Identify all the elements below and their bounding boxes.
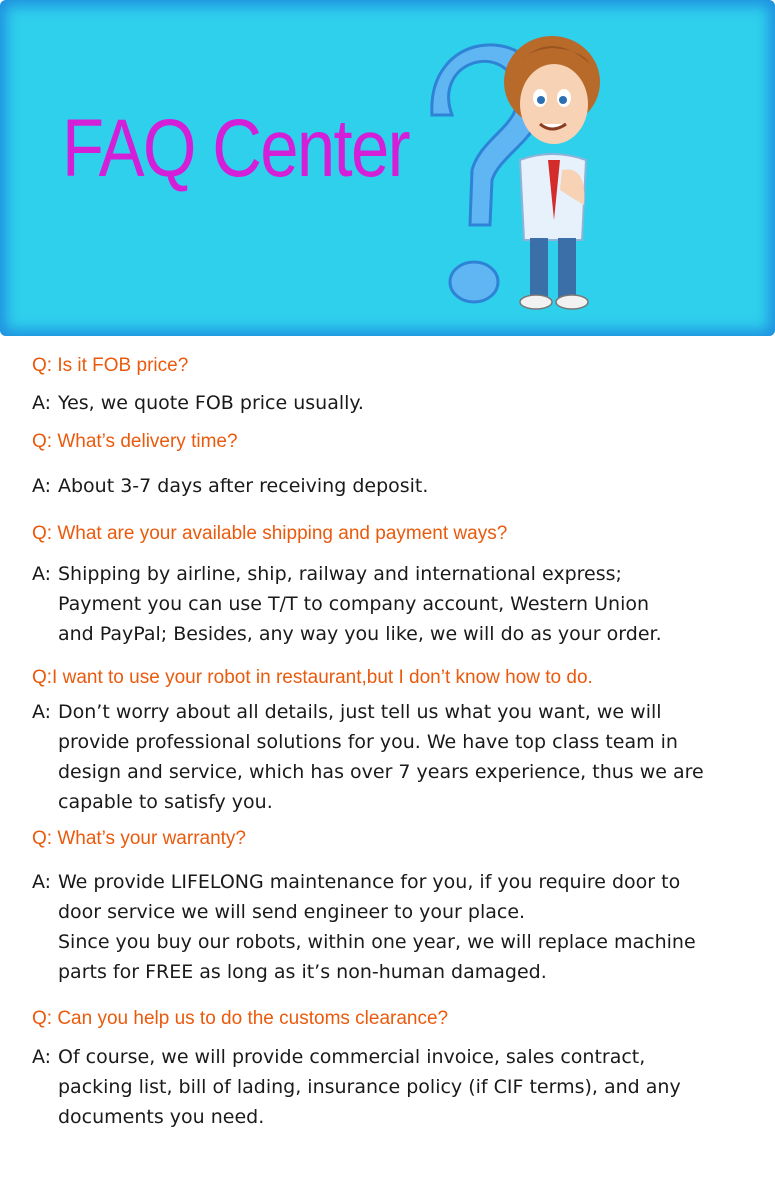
answer-prefix: A: [32,563,52,585]
answer-line: packing list, bill of lading, insurance policy (if CIF terms), and any [58,1076,681,1098]
faq-question: Q: Can you help us to do the customs clearance? [32,1008,449,1029]
answer-line: About 3-7 days after receiving deposit. [58,475,429,497]
thinking-boy-question-mark-illustration [412,20,612,320]
answer-prefix: A: [32,871,52,893]
answer-line: We provide LIFELONG maintenance for you, if you require door to [58,871,681,893]
banner-title: FAQ Center [62,103,409,194]
answer-prefix: A: [32,1046,52,1068]
answer-line: parts for FREE as long as it’s non-human damaged. [58,961,547,983]
faq-question: Q: Is it FOB price? [32,355,189,376]
faq-question: Q: What’s your warranty? [32,828,247,849]
answer-line: and PayPal; Besides, any way you like, we will do as your order. [58,623,662,645]
faq-question: Q:I want to use your robot in restaurant,but I don’t know how to do. [32,667,593,688]
answer-line: door service we will send engineer to your place. [58,901,526,923]
answer-line: design and service, which has over 7 years experience, thus we are [58,761,704,783]
faq-question: Q: What are your available shipping and payment ways? [32,523,508,544]
faq-question: Q: What’s delivery time? [32,431,238,452]
answer-line: Of course, we will provide commercial invoice, sales contract, [58,1046,646,1068]
answer-line: Since you buy our robots, within one year, we will replace machine [58,931,696,953]
answer-line: Payment you can use T/T to company account, Western Union [58,593,650,615]
faq-banner [0,0,775,336]
answer-line: documents you need. [58,1106,265,1128]
answer-prefix: A: [32,701,52,723]
answer-line: Don’t worry about all details, just tell us what you want, we will [58,701,662,723]
answer-line: Shipping by airline, ship, railway and international express; [58,563,622,585]
answer-prefix: A: [32,392,52,414]
answer-line: Yes, we quote FOB price usually. [58,392,364,414]
answer-line: capable to satisfy you. [58,791,273,813]
answer-prefix: A: [32,475,52,497]
answer-line: provide professional solutions for you. We have top class team in [58,731,678,753]
